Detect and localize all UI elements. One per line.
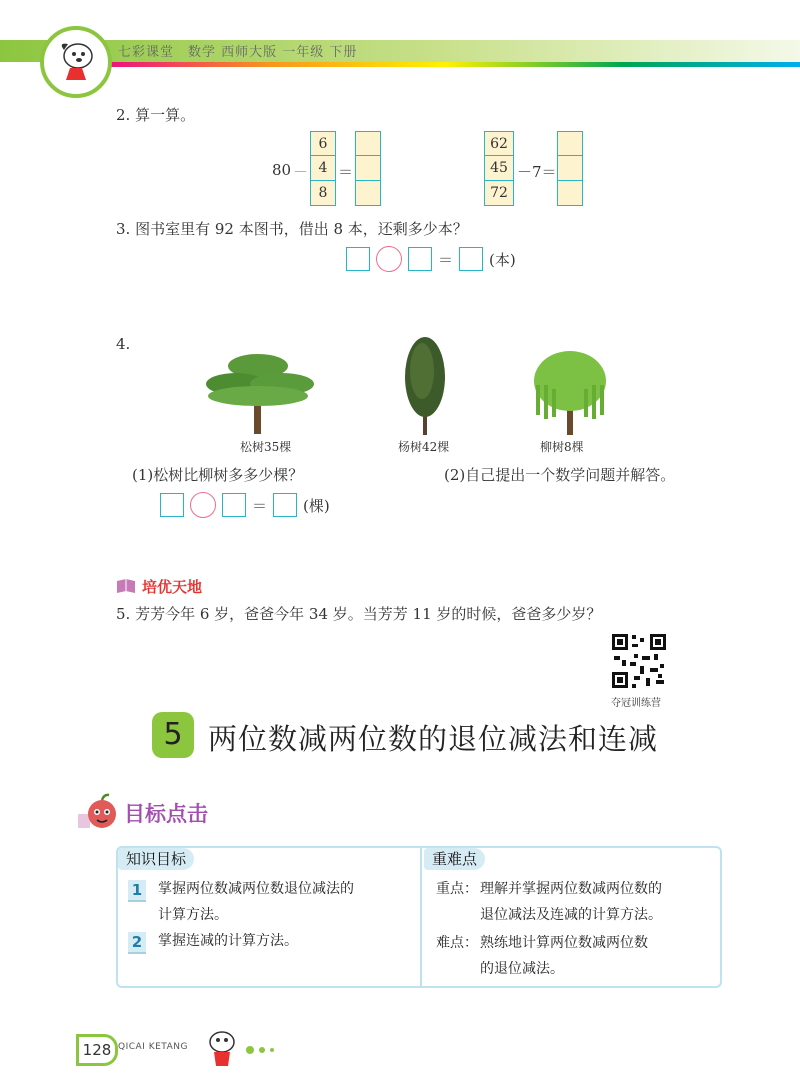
q2-left-minuend: 80 [272, 161, 292, 179]
knowledge-item-line: 掌握两位数减两位数退位减法的 [158, 881, 354, 897]
q2-left-minus: － [293, 163, 309, 181]
section-title: 两位数减两位数的退位减法和连减 [208, 722, 659, 756]
tree-caption-willow: 柳树8棵 [540, 440, 584, 454]
tree-caption-poplar: 杨树42棵 [398, 440, 450, 454]
q3-equation [346, 246, 516, 272]
operator-circle[interactable] [376, 246, 402, 272]
q4-equation [160, 492, 330, 518]
q2-right-answer-column [557, 131, 583, 206]
q3-unit: (本) [489, 250, 516, 269]
q4-equals: ＝ [252, 496, 268, 515]
target-heading: 目标点击 [124, 802, 208, 826]
answer-box[interactable] [273, 493, 297, 517]
item-number-badge: 2 [128, 932, 146, 954]
q2-left-answer-column [355, 131, 381, 206]
answer-box[interactable] [346, 247, 370, 271]
answer-cell[interactable] [355, 131, 381, 156]
willow-tree-image [530, 345, 610, 437]
key-point-label: 重点： [436, 881, 478, 897]
q2-right-minuend: 62 [484, 131, 514, 156]
q2-right-minuend: 72 [484, 181, 514, 206]
key-point-line: 理解并掌握两位数减两位数的 [480, 881, 662, 897]
q4-label: 4. [116, 335, 131, 353]
answer-cell[interactable] [557, 131, 583, 156]
footer-brand: QICAI KETANG [118, 1042, 188, 1052]
q2-left-equals: ＝ [338, 163, 354, 181]
hard-point-line: 熟练地计算两位数减两位数 [480, 935, 648, 951]
extra-heading: 培优天地 [142, 578, 203, 596]
header-title: 七彩课堂 数学 西师大版 一年级 下册 [118, 45, 358, 60]
knowledge-tag: 知识目标 [118, 848, 194, 870]
q2-right-op: －7＝ [517, 163, 557, 181]
q2-left-subtrahend-column [310, 131, 336, 206]
knowledge-item-line: 掌握连减的计算方法。 [158, 933, 298, 949]
q3-text: 3. 图书室里有 92 本图书，借出 8 本，还剩多少本？ [116, 220, 468, 238]
answer-cell[interactable] [557, 156, 583, 181]
answer-box[interactable] [459, 247, 483, 271]
answer-cell[interactable] [557, 181, 583, 206]
poplar-tree-image [400, 335, 450, 437]
q2-left-subtrahend: 6 [310, 131, 336, 156]
pine-tree-image [192, 350, 324, 436]
mascot-dog-icon [52, 36, 102, 86]
answer-box[interactable] [160, 493, 184, 517]
key-points-tag: 重难点 [424, 848, 485, 870]
q2-right-minuend-column [484, 131, 514, 206]
footer-mascot-icon [200, 1028, 280, 1068]
answer-cell[interactable] [355, 181, 381, 206]
q2-label: 2. 算一算。 [116, 106, 196, 124]
hard-point-label: 难点： [436, 935, 478, 951]
qr-code-icon[interactable] [610, 632, 668, 690]
q5-text: 5. 芳芳今年 6 岁，爸爸今年 34 岁。当芳芳 11 岁的时候，爸爸多少岁？ [116, 605, 602, 623]
q4-unit: (棵) [303, 496, 330, 515]
knowledge-item-line: 计算方法。 [158, 907, 228, 923]
q2-right-minuend: 45 [484, 156, 514, 181]
book-icon [116, 578, 136, 594]
key-point-line: 退位减法及连减的计算方法。 [480, 907, 662, 923]
section-number: 5 [152, 712, 194, 758]
answer-cell[interactable] [355, 156, 381, 181]
q2-left-subtrahend: 8 [310, 181, 336, 206]
qr-caption: 夺冠训练营 [611, 698, 661, 709]
hard-point-line: 的退位减法。 [480, 961, 564, 977]
item-number-badge: 1 [128, 880, 146, 902]
q3-equals: ＝ [438, 250, 454, 269]
q2-left-subtrahend: 4 [310, 156, 336, 181]
tree-caption-pine: 松树35棵 [240, 440, 292, 454]
apple-mascot-icon [76, 792, 120, 832]
operator-circle[interactable] [190, 492, 216, 518]
q4-sub2: (2)自己提出一个数学问题并解答。 [444, 466, 676, 484]
page-number: 128 [76, 1034, 118, 1066]
answer-box[interactable] [222, 493, 246, 517]
table-divider [420, 846, 422, 988]
answer-box[interactable] [408, 247, 432, 271]
q4-sub1: (1)松树比柳树多多少棵？ [132, 466, 304, 484]
